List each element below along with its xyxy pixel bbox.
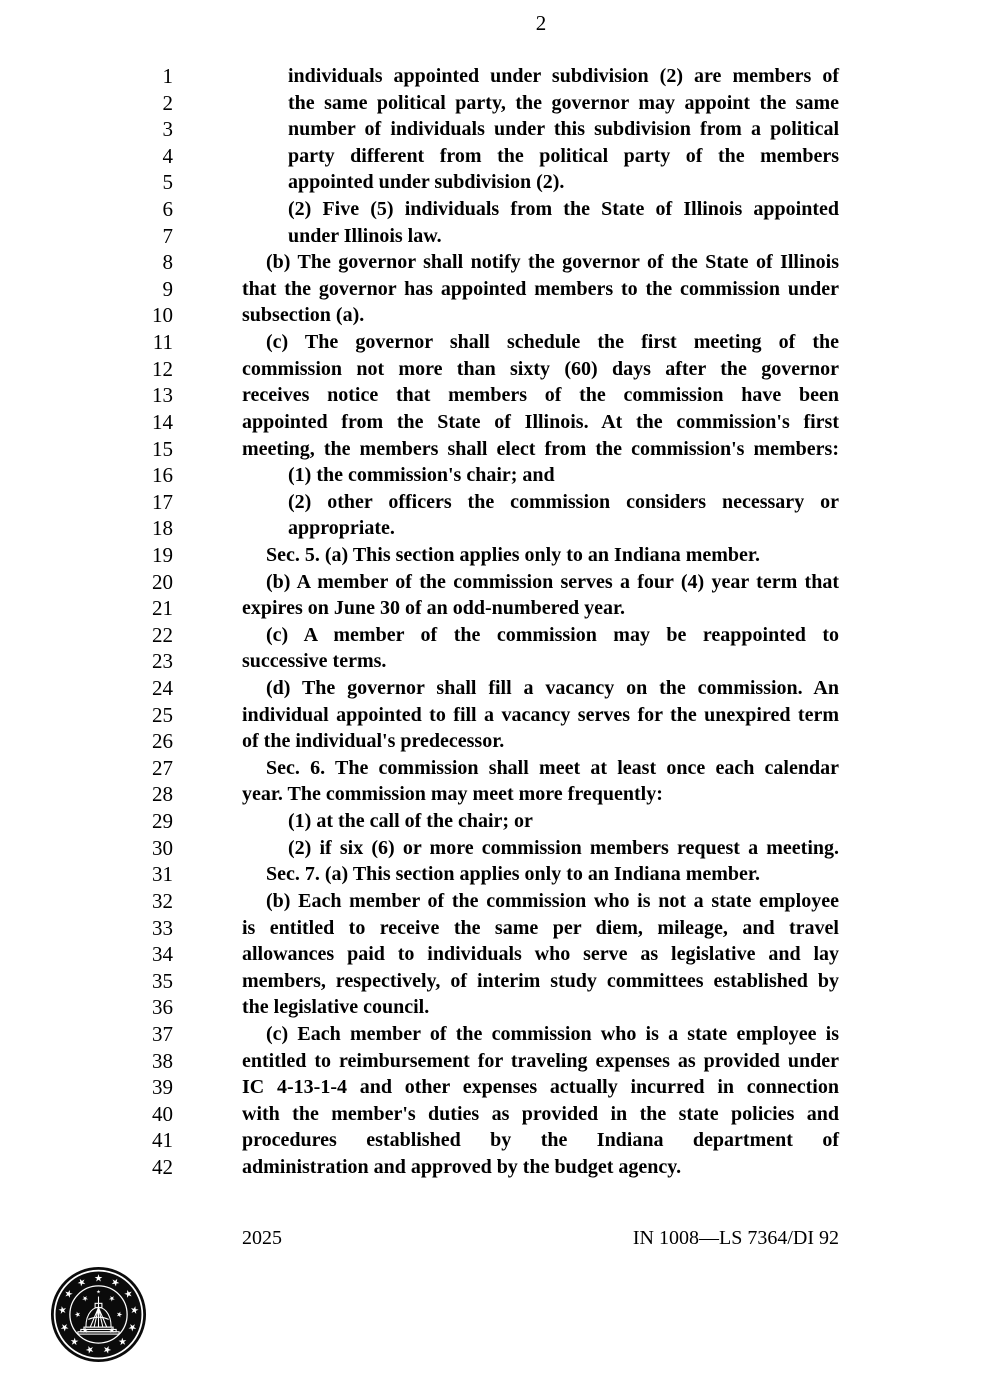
line-text: (2) if six (6) or more commission members request a meeting. [288,836,839,859]
line-text: subsection (a). [242,304,365,327]
line-number: 2 [162,90,173,115]
line-number: 34 [152,942,173,967]
text-line [0,90,839,117]
line-text: (c) The governor shall schedule the first meeting of the [266,331,839,354]
line-text: appointed from the State of Illinois. At the commission's first [242,410,839,433]
line-text: appropriate. [288,517,395,540]
line-number: 10 [152,303,173,328]
text-line [0,675,839,702]
line-number: 33 [152,915,173,940]
line-number: 11 [152,330,173,355]
line-text: successive terms. [242,650,387,673]
line-number: 42 [152,1154,173,1179]
line-text: procedures established by the Indiana department of [242,1129,839,1152]
text-line [0,861,839,888]
line-number: 24 [152,676,173,701]
text-line [0,595,839,622]
line-number: 4 [162,143,173,168]
bill-text-body [0,63,839,1181]
text-line [0,648,839,675]
line-text: entitled to reimbursement for traveling expenses as provided under [242,1049,839,1072]
line-text: the legislative council. [242,996,430,1019]
line-number: 14 [152,409,173,434]
line-number: 25 [152,702,173,727]
line-text: meeting, the members shall elect from the commission's members: [242,437,839,460]
line-number: 7 [162,223,173,248]
line-text: under Illinois law. [288,224,442,247]
line-number: 32 [152,888,173,913]
text-line [0,1154,839,1181]
line-number: 20 [152,569,173,594]
line-text: that the governor has appointed members to the commission under [242,277,839,300]
line-number: 19 [152,542,173,567]
line-text: is entitled to receive the same per diem, mileage, and travel [242,916,839,939]
text-line [0,808,839,835]
text-line [0,941,839,968]
line-number: 41 [152,1128,173,1153]
line-text: (c) Each member of the commission who is a state employee is [266,1022,839,1045]
text-line [0,249,839,276]
line-number: 12 [152,356,173,381]
text-line [0,489,839,516]
line-number: 31 [152,862,173,887]
line-text: (b) A member of the commission serves a four (4) year term that [266,570,839,593]
seal-graphic [50,1266,147,1363]
text-line [0,462,839,489]
line-number: 1 [162,64,173,88]
text-line [0,542,839,569]
line-text: with the member's duties as provided in the state policies and [242,1102,839,1125]
text-line [0,569,839,596]
text-line [0,755,839,782]
line-text: individual appointed to fill a vacancy serves for the unexpired term [242,703,839,726]
line-number: 21 [152,596,173,621]
text-line [0,515,839,542]
text-line [0,329,839,356]
line-number: 13 [152,383,173,408]
line-text: (b) Each member of the commission who is not a state employee [266,889,839,912]
line-text: IC 4-13-1-4 and other expenses actually incurred in connection [242,1076,839,1099]
page-footer [242,1225,839,1251]
line-number: 30 [152,835,173,860]
line-text: appointed under subdivision (2). [288,171,565,194]
line-number: 26 [152,729,173,754]
line-text: of the individual's predecessor. [242,730,505,753]
text-line [0,302,839,329]
line-text: (c) A member of the commission may be reappointed to [266,623,839,646]
line-text: (d) The governor shall fill a vacancy on the commission. An [266,677,839,700]
line-number: 16 [152,463,173,488]
text-line [0,622,839,649]
line-number: 8 [162,250,173,275]
line-text: Sec. 5. (a) This section applies only to an Indiana member. [266,543,760,566]
footer-bill-id: IN 1008—LS 7364/DI 92 [632,1227,839,1249]
line-text: commission not more than sixty (60) days after the governor [242,357,839,380]
line-number: 27 [152,755,173,780]
line-number: 28 [152,782,173,807]
line-text: year. The commission may meet more frequently: [242,783,663,806]
line-number: 37 [152,1021,173,1046]
text-line [0,382,839,409]
text-line [0,116,839,143]
text-line [0,728,839,755]
line-number: 36 [152,995,173,1020]
line-text: (b) The governor shall notify the governor of the State of Illinois [266,251,839,274]
line-number: 17 [152,489,173,514]
line-text: (1) at the call of the chair; or [288,810,533,833]
line-text: the same political party, the governor may appoint the same [288,91,839,114]
text-line [0,169,839,196]
text-line [0,888,839,915]
text-line [0,1021,839,1048]
text-line [0,1048,839,1075]
text-line [0,356,839,383]
line-text: (2) other officers the commission considers necessary or [288,490,839,513]
text-line [0,702,839,729]
footer-year: 2025 [242,1227,282,1249]
line-text: number of individuals under this subdivision from a political [288,118,839,141]
line-text: allowances paid to individuals who serve as legislative and lay [242,943,839,966]
line-number: 39 [152,1075,173,1100]
text-line [0,63,839,90]
text-line [0,781,839,808]
line-number: 3 [162,117,173,142]
line-number: 35 [152,968,173,993]
text-line [0,968,839,995]
text-line [0,276,839,303]
text-line [0,1101,839,1128]
text-line [0,409,839,436]
page-number: 2 [535,11,547,35]
text-line [0,835,839,862]
text-line [0,196,839,223]
line-text: receives notice that members of the commission have been [242,384,839,407]
line-number: 38 [152,1048,173,1073]
line-number: 23 [152,649,173,674]
line-number: 18 [152,516,173,541]
line-number: 5 [162,170,173,195]
text-line [0,1127,839,1154]
line-number: 9 [162,276,173,301]
text-line [0,436,839,463]
line-number: 29 [152,809,173,834]
text-line [0,1074,839,1101]
line-text: Sec. 7. (a) This section applies only to an Indiana member. [266,863,760,886]
line-text: expires on June 30 of an odd-numbered year. [242,597,626,620]
text-line [0,223,839,250]
line-number: 15 [152,436,173,461]
line-text: individuals appointed under subdivision (2) are members of [288,65,839,87]
line-text: (2) Five (5) individuals from the State of Illinois appointed [288,198,839,221]
text-line [0,915,839,942]
line-text: party different from the political party of the members [288,144,839,167]
text-line [0,994,839,1021]
line-number: 6 [162,197,173,222]
line-text: members, respectively, of interim study committees established by [242,969,839,992]
line-text: Sec. 6. The commission shall meet at least once each calendar [266,756,839,779]
indiana-seal-icon [50,1266,147,1363]
line-number: 40 [152,1101,173,1126]
text-line [0,143,839,170]
line-number: 22 [152,622,173,647]
line-text: (1) the commission's chair; and [288,464,555,487]
line-text: administration and approved by the budget agency. [242,1155,682,1178]
